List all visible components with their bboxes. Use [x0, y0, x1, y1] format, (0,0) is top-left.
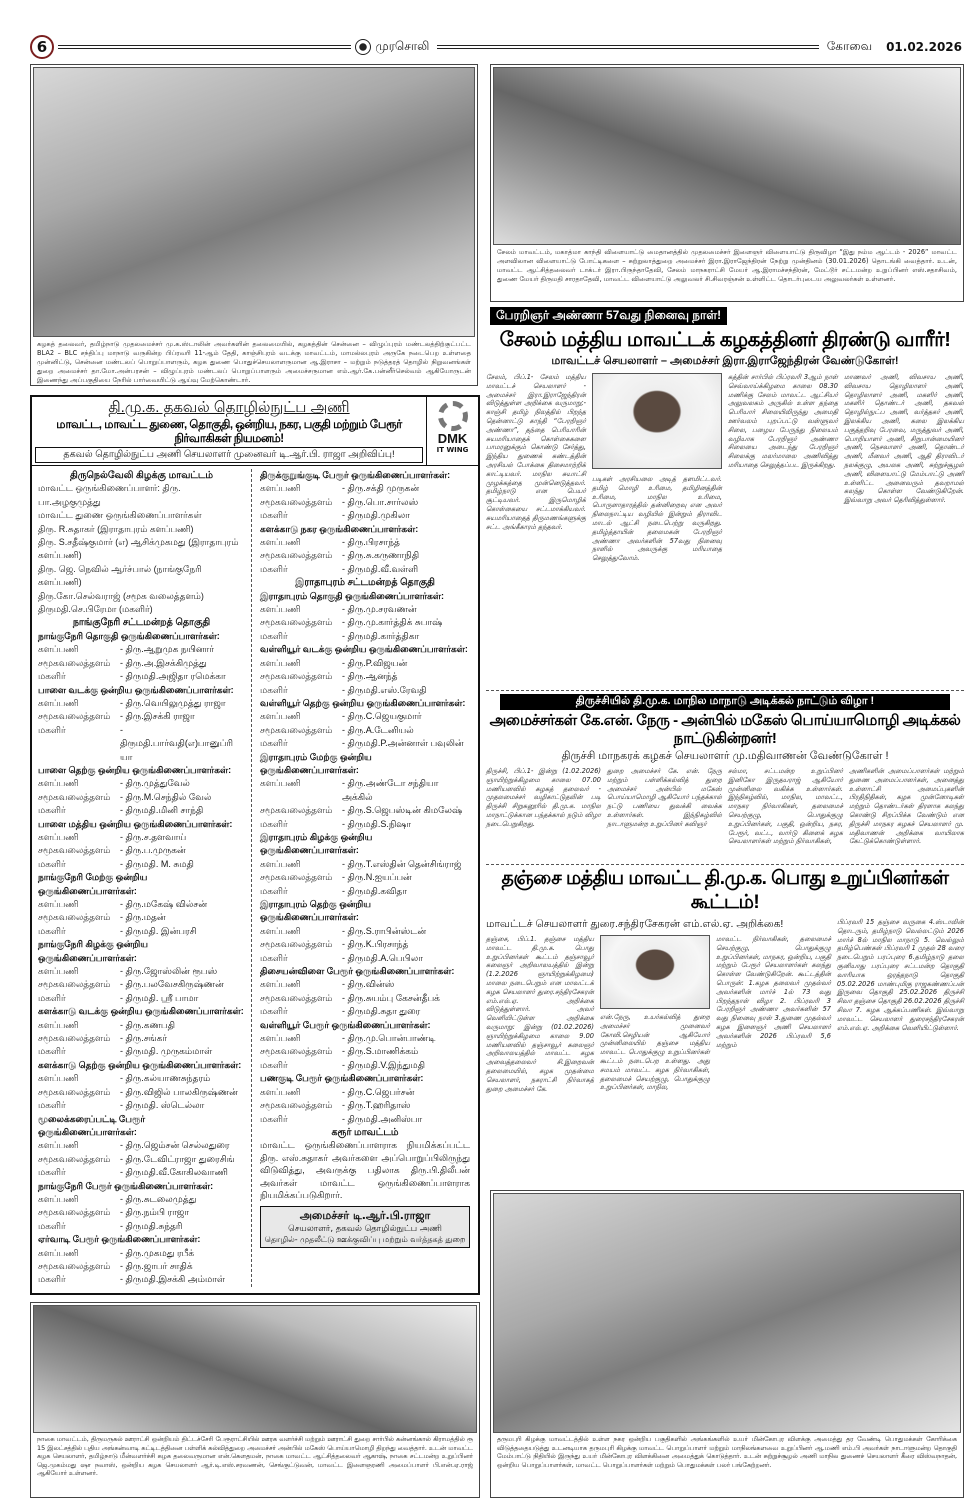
appointee-name: - திருமதி.எஸ்.ரேவதி: [342, 684, 427, 695]
role-label: சமூகவலைத்தளம்: [260, 496, 333, 507]
role-label: சமூகவலைத்தளம்: [260, 1046, 333, 1057]
edition: கோவை: [826, 39, 873, 53]
section-heading: கரூர் மாவட்டம்: [331, 1126, 399, 1138]
role-label: சமூகவலைத்தளம்: [38, 1207, 111, 1218]
role-label: மகளிர்: [38, 1220, 66, 1231]
role-label: களப்பணி: [260, 1086, 301, 1097]
header-rule: [437, 45, 818, 49]
role-label: சமூகவலைத்தளம்: [38, 845, 111, 856]
photo-site-inspection: [33, 67, 475, 337]
appointee-name: - திரு.ஆறுமுக நயினார்: [120, 644, 215, 655]
article-subhead: மாவட்டச் செயலாளர் – அமைச்சர் இரா.இராஜேந்திரன் வேண்டுகோள்!: [551, 355, 899, 367]
appointment-row: [260, 777, 470, 804]
appointee-name: - திரு.டேவிட்ராஜா துரைசிங்: [120, 1153, 235, 1164]
murasoli-logo-icon: [355, 39, 371, 55]
appointee-name: - திரு.ச.தளவாய்: [120, 831, 187, 842]
role-label: சமூகவலைத்தளம்: [260, 617, 333, 628]
appointee-name: - திரு.T.எஸ்தின் தென்சிங்ராஜ்: [342, 858, 462, 869]
dmk-it-wing-announcement: [30, 395, 480, 1295]
section-heading: இராதாபுரம் சட்டமன்றத் தொகுதி: [295, 577, 435, 589]
role-label: களப்பணி: [260, 483, 301, 494]
role-label: சமூகவலைத்தளம்: [260, 939, 333, 950]
article-column: என்.நேரு, உயர்கல்வித் துறை அமைச்சர் முனைவர் கோவி.செழியன் ஆகியோர் முன்னிலையில் தஞ்சை மத்திய மாவட்ட பொதுக்குழு உறுப்பினர்கள் கூட்டம் நடைபெற உள்ளது. அது சமயம் மாவட்ட கழக நிர்வாகிகள், தலைமைச் செயற்குழு, பொதுக்குழு உறுப்பினர்கள், மாநில,: [600, 1013, 710, 1092]
appointment-row: [260, 938, 470, 951]
appointment-line: திரு. ஜெ. நெவில் ஆர்ச்பால் (நாங்குநேரி களப்பணி): [38, 563, 202, 588]
appointment-row: [260, 630, 470, 643]
thanjai-article: [486, 864, 964, 1093]
appointee-name: - திரு.கல்யாணசுந்தரம்: [120, 1073, 211, 1084]
appointment-row: [260, 818, 470, 831]
article-column: சேலம், பிப்.1- சேலம் மத்திய மாவட்டச் செயலாளர் - அமைச்சர் இரா.இராஜேந்திரன் விடுத்துள்ள அறிக்கை வருமாறு;- காஞ்சி தமிழ் நிலத்தில் பிறந்த தென்னாட்டு காந்தி “பேரறிஞர் அண்ணா”, தந்தை பெரியாரின் சுயமரியாதைக் கொள்கைகளை பாமரனுக்கும் கொண்டு சேர்த்து, இந்திய துணைக் கண்டத்தின் அரசியல் போக்கை திசைமாற்றிக் காட்டியவர். மாநில சுயாட்சி முழக்கத்தை முன்னெடுத்தவர். தமிழ்நாடு என பெயர் சூட்டியவர். இருமொழிக் கொள்கையை சட்டமாக்கியவர். சுயமரியாதைத் திருமணங்களுக்கு சட்ட அங்கீகாரம் தந்தவர்.: [486, 373, 586, 531]
appointment-row: [38, 844, 245, 857]
appointments-left-column: [38, 469, 252, 1287]
role-label: மகளிர்: [260, 630, 288, 641]
appointment-row: [260, 1099, 470, 1112]
appointment-row: [260, 616, 470, 629]
appointments-right-column: [260, 469, 470, 1139]
box-title: தி.மு.க. தகவல் தொழில்நுட்ப அணி: [108, 399, 350, 416]
photo-caption: கழகத் தலைவர், தமிழ்நாடு முதலமைச்சர் மு.க.ஸ்டாலின் அவர்களின் தலைமையில், கழகத்தின் சென்னை – விழுப்புரம் மண்டலத்திற்குட்பட்ட BLA2 – BLC சந்திப்பு மாநாடு வருகின்ற பிப்ரவரி 11-ஆம் தேதி, காஞ்சிபுரம் வடக்கு மாவட்டம், மாமல்லபுரம் அருகே நடைபெற உள்ளதை முன்னிட்டு, சென்னை மண்டலப் பொறுப்பாளரும், கழக துணை பொதுச்செயலாளருமான ஆ.இராசா – மற்றும் நடுத்தரத் தொழில் நிறுவனங்கள் துறை அமைச்சர் தா.மோ.அன்பரசன் – விழுப்புரம் மண்டலப் பொறுப்பாளரும் அமைச்சருமான எம்.ஆர்.கே.பன்னீர்செல்வம் ஆகியோருடன் இணைந்து அப்பகுதியை நேரில் பார்வையிட்டு ஆய்வு மேற்கொண்டார்.: [37, 340, 471, 384]
appointment-row: [38, 1247, 245, 1260]
appointment-row: [260, 670, 470, 683]
bottom-left-photo-block: [30, 1302, 480, 1498]
appointee-name: - திரு.விஜில் பாலகிருஷ்ணன்: [120, 1086, 238, 1097]
appointee-name: - திருமதி.அனிஸ்பா: [342, 1113, 423, 1124]
role-label: மகளிர்: [38, 1046, 66, 1057]
appointment-row: [260, 603, 470, 616]
appointee-name: - திரு.இசக்கி ராஜா: [120, 711, 195, 722]
appointee-name: - திருமதி.கவிதா: [342, 885, 407, 896]
section-heading: திருநெல்வேலி கிழக்கு மாவட்டம்: [69, 470, 214, 481]
appointee-name: - திருமதி.S.நிஷா: [342, 818, 412, 829]
appointee-name: - திருமதி.A.பெபிலா: [342, 952, 423, 963]
appointee-name: - திரு.P.விஜயன்: [342, 657, 408, 668]
group-heading: இராதாபுரம் கிழக்கு ஒன்றிய ஒருங்கிணைப்பாளர்கள்:: [260, 831, 373, 856]
role-label: களப்பணி: [38, 644, 79, 655]
appointment-row: [260, 858, 470, 871]
appointment-row: [38, 791, 245, 804]
role-label: களப்பணி: [38, 1140, 79, 1151]
appointment-row: [260, 724, 470, 737]
role-label: களப்பணி: [260, 604, 301, 615]
article-column: துறை அமைச்சர் கே. என். நேரு மற்றும் பள்ளிக்கல்வித் துறை அமைச்சர் அன்பில் மகேஸ் பொய்யாமொழி ஆகியோர் பந்தக்கால் நட்டு பணியை துவக்கி வைக்க உள்ளார்கள். இந்நிகழ்வில் நாடாளுமன்ற உறுப்பினர் கவிஞர்: [607, 767, 722, 828]
photo-anganwadi-inauguration: [33, 1305, 477, 1433]
appointment-row: [38, 1032, 245, 1045]
role-label: மகளிர்: [38, 858, 66, 869]
appointee-name: - திரு.K.பிரசாந்த்: [342, 939, 409, 950]
appointment-row: [38, 1260, 245, 1273]
appointment-row: [260, 1086, 470, 1099]
group-heading: களக்காடு தெற்கு ஒன்றிய ஒருங்கிணைப்பாளர்கள்:: [38, 1059, 242, 1070]
role-label: சமூகவலைத்தளம்: [260, 1100, 333, 1111]
appointment-row: [260, 992, 470, 1005]
group-heading: மூலைக்கரைப்பட்டி பேரூர் ஒருங்கிணைப்பாளர்கள்:: [38, 1113, 146, 1137]
appointment-row: [38, 1153, 245, 1166]
appointment-row: [38, 657, 245, 670]
group-heading: நாங்குநேரி தொகுதி ஒருங்கிணைப்பாளர்கள்:: [38, 630, 220, 641]
appointment-row: [260, 978, 470, 991]
appointee-name: - திருமதி.பார்வதி(எ)பானுப்ரியா: [120, 724, 233, 762]
group-heading: இராதாபுரம் மேற்கு ஒன்றிய ஒருங்கிணைப்பாளர்கள்:: [260, 751, 372, 775]
appointment-row: [260, 536, 470, 549]
article-column: திருச்சி, பிப்.1- இன்று (1.02.2026) ஞாயிற்றுக்கிழமை காலை 07.00 மணியளவில் கழகத் தலைவர் - முதலமைச்சர் வழிகாட்டுதலின் படி திருச்சி சிறுகனூரில் தி.மு.க. மாநில மாநாட்டுக்கான பந்தக்கால் நடும் விழா நடைபெறுகிறது.: [486, 767, 601, 828]
group-heading: களக்காடு நகர ஒருங்கிணைப்பாளர்கள்:: [260, 523, 419, 534]
appointee-name: - திரு.மகேஷ் வில்சன்: [120, 899, 208, 909]
group-heading: பணகுடி பேரூர் ஒருங்கிணைப்பாளர்கள்:: [260, 1073, 424, 1084]
appointee-name: - திரு.N.ஐயப்பன்: [342, 872, 412, 883]
photo-high-mast-light-opening: [493, 1193, 961, 1433]
role-label: களப்பணி: [260, 537, 301, 548]
group-heading: நாங்குநேரி கிழக்கு ஒன்றிய ஒருங்கிணைப்பாளர்கள்:: [38, 939, 148, 963]
appointee-name: - திருமதி.அஜிதா ரமெக்கா: [120, 671, 226, 682]
appointee-name: - திருமதி.P.அன்னாள் பவுலின்: [342, 738, 464, 749]
role-label: மகளிர்: [260, 1113, 288, 1124]
role-label: மகளிர்: [260, 885, 288, 896]
group-heading: இராதாபுரம் தொகுதி ஒருங்கிணைப்பாளர்கள்:: [260, 590, 445, 601]
appointment-row: [38, 777, 245, 790]
appointment-row: [260, 657, 470, 670]
salem-article: [486, 304, 964, 563]
appointment-row: [38, 1139, 245, 1152]
role-label: சமூகவலைத்தளம்: [260, 550, 333, 561]
article-column: மாணவர் அணி, விவசாய அணி, விவசாய தொழிலாளர் அணி, தொழிலாளர் அணி, மகளிர் அணி, மகளிர் தொண்டர் அணி, தகவல் தொழில்நுட்ப அணி, வர்த்தகர் அணி, இலக்கிய அணி, கலை இலக்கிய பகுத்தறிவு பேரவை, மருத்துவர் அணி, பொறியாளர் அணி, சிறுபான்மையினர் அணி, நெசவாளர் அணி, தொண்டர் அணி, மீனவர் அணி, ஆதி திராவிடர் நலக்குழு, அயலக அணி, சுற்றுச்சூழல் அணி, விளையாட்டு மேம்பாட்டு அணி உள்ளிட்ட அனைவரும் தவறாமல் கலந்து கொள்ள வேண்டுகிறேன். இவ்வாறு அவர் தெரிவித்துள்ளார்.: [844, 373, 964, 505]
article-headline: அமைச்சர்கள் கே.என். நேரு - அன்பில் மகேஸ் பொய்யாமொழி அடிக்கல் நாட்டுகின்றனர்!: [489, 712, 961, 747]
group-heading: பாளை வடக்கு ஒன்றிய ஒருங்கிணைப்பாளர்கள்:: [38, 684, 234, 695]
role-label: களப்பணி: [38, 778, 79, 789]
role-label: சமூகவலைத்தளம்: [260, 671, 333, 682]
appointee-name: - திரு.ஜோஸ்லின் ரூபஸ்: [120, 966, 218, 977]
appointment-row: [38, 1206, 245, 1219]
group-heading: களக்காடு வடக்கு ஒன்றிய ஒருங்கிணைப்பாளர்கள்:: [38, 1006, 244, 1017]
role-label: மகளிர்: [38, 805, 66, 816]
role-label: மகளிர்: [260, 818, 288, 829]
group-heading: வள்ளியூர் பேரூர் ஒருங்கிணைப்பாளர்கள்:: [260, 1019, 431, 1030]
group-heading: நாங்குநேரி பேரூர் ஒருங்கிணைப்பாளர்கள்:: [38, 1180, 214, 1191]
appointee-name: - திரு.C.ஜெபர்சன்: [342, 1086, 415, 1097]
photo-caption: சேலம் மாவட்டம், மகாத்மா காந்தி விளையாட்டு மைதானத்தில் முதலமைச்சர் இளைஞர் விளையாட்டு திருவிழா “இது நம்ம ஆட்டம் - 2026” மாவட்ட அளவிலான விளையாட்டு போட்டிகளை – சுற்றுலாத்துறை அமைச்சர் இரா.இராஜேந்திரன் நேற்று முன்தினம் (30.01.2026) தொடங்கி வைத்தார். உடன், மாவட்ட ஆட்சித்தலைவர் டாக்டர் இரா.பிருந்தாதேவி, சேலம் மாநகராட்சி மேயர் ஆ.இராமச்சந்திரன், மேட்டூர் சட்டமன்ற உறுப்பினர் எஸ்.சதாசிவம், துணை மேயர் திருமதி சாரதாதேவி, மாவட்ட விளையாட்டு அலுவலர் சி.சிவரஞ்சன் உள்ளிட்ட தொடர்புடைய அலுவலர்கள் உள்ளனர்.: [497, 248, 957, 283]
signature-box: [260, 1206, 470, 1248]
role-label: களப்பணி: [38, 1247, 79, 1258]
role-label: மகளிர்: [38, 1274, 66, 1285]
appointee-name: - திரு.ஜாபர் சாதிக்: [120, 1260, 193, 1271]
appointment-row: [38, 1099, 245, 1112]
role-label: களப்பணி: [260, 858, 301, 869]
box-headline: மாவட்ட, மாவட்ட துணை, தொகுதி, ஒன்றிய, நகர, பகுதி மற்றும் பேரூர் நிர்வாகிகள் நியமனம்!: [56, 419, 402, 445]
bottom-right-photo-block: [490, 1190, 964, 1498]
article-column: மாவட்ட நிர்வாகிகள், தலைமைச் செயற்குழு, பொதுக்குழு உறுப்பினர்கள், மாநகர, ஒன்றிய, பகுதி மற்றும் பேரூர் செயலாளர்கள் கலந்து கொள்ள வேண்டுகிறேன். கூட்டத்தின் பொருள்: 1.கழக தலைவர் முதல்வர் அவர்களின் மார்ச் 1ல் 73 வது பிறந்தநாள் விழா 2. பிப்ரவரி 3 பேரறிஞர் அண்ணா அவர்களின் 57 வது நினைவு நாள் 3.துணை முதல்வர் கழக இளைஞர் அணி செயலாளர் அவர்களின் 2026 பிப்ரவரி 5,6 மற்றும்: [716, 935, 831, 1049]
top-left-photo-block: [30, 64, 478, 386]
top-right-photo-block: [490, 64, 964, 302]
appointment-row: [38, 898, 245, 911]
appointment-row: [38, 697, 245, 710]
role-label: சமூகவலைத்தளம்: [38, 1033, 111, 1044]
appointee-name: - திரு.சு.கருணாநிதி: [342, 550, 420, 561]
appointment-row: [38, 1220, 245, 1233]
role-label: சமூகவலைத்தளம்: [260, 872, 333, 883]
appointee-name: - திரு.சுடலைமுத்து: [120, 1193, 197, 1204]
role-label: களப்பணி: [260, 778, 301, 789]
appointee-name: - திரு.M.செந்தில் வேல்: [120, 791, 212, 802]
appointee-name: - திரு.கணபதி: [120, 1019, 175, 1030]
appointment-row: [260, 1005, 470, 1018]
appointee-name: - திருமதி.இசக்கி அம்மாள்: [120, 1274, 226, 1285]
appointee-name: - திரு.பிரசாந்த்: [342, 537, 400, 548]
trichy-article: [486, 690, 964, 846]
appointment-row: [260, 1059, 470, 1072]
appointment-row: [260, 482, 470, 495]
appointment-row: [38, 670, 245, 683]
logo-subtext: IT WING: [436, 446, 469, 454]
role-label: களப்பணி: [260, 657, 301, 668]
role-label: மகளிர்: [260, 510, 288, 521]
appointee-name: - திரு.ப.முருகன்: [120, 845, 186, 856]
signature-dept: தொழில்- முதலீட்டு ஊக்குவிப்பு மற்றும் வர்த்தகத் துறை: [264, 1234, 466, 1244]
appointment-row: [38, 1045, 245, 1058]
appointment-line: மாவட்ட துணை ஒருங்கிணைப்பாளர்கள்: [38, 510, 202, 521]
appointee-name: - திரு.T.ஹரிதாஸ்: [342, 1100, 411, 1111]
article-headline: தஞ்சை மத்திய மாவட்ட தி.மு.க. பொது உறுப்பினர்கள் கூட்டம்!: [501, 868, 949, 913]
role-label: களப்பணி: [260, 925, 301, 936]
appointment-row: [38, 1072, 245, 1085]
page-header: [30, 34, 962, 60]
role-label: மகளிர்: [38, 724, 66, 735]
role-label: சமூகவலைத்தளம்: [38, 1086, 111, 1097]
role-label: சமூகவலைத்தளம்: [38, 657, 111, 668]
appointment-row: [38, 978, 245, 991]
appointee-name: - திருமதி.மினி சாந்தி: [120, 805, 204, 816]
appointment-row: [260, 684, 470, 697]
role-label: களப்பணி: [260, 1033, 301, 1044]
article-column: கத்தின் சார்பில் பிப்ரவரி 3ஆம் நாள் செவ்வாய்க்கிழமை காலை 08.30 மணிக்கு சேலம் மாவட்ட ஆட்சியர் அலுவலகம் அருகில் உள்ள தந்தை பெரியார் சிலையிலிருந்து அமைதி ஊர்வலம் புறப்பட்டு வள்ளுவர் சிலை, பழைய பேருந்து நிலையம் வழியாக பேரறிஞர் அண்ணா சிலையை அடைந்து பேரறிஞர் சிலைக்கு மலர்மாலை அணிவித்து மரியாதை செலுத்தப்பட இருக்கிறது.: [728, 373, 838, 469]
appointment-row: [260, 1032, 470, 1045]
appointment-row: [260, 563, 470, 576]
appointee-name: - திருமதி.கார்த்திகா: [342, 630, 420, 641]
role-label: சமூகவலைத்தளம்: [38, 1260, 111, 1271]
appointee-name: - திரு.பொ.சார்லஸ்: [342, 496, 419, 507]
appointee-name: - திரு.மு.சரவணன்: [342, 604, 417, 615]
appointment-line: திரு. R.சுதாகர் (இராதாபுரம் களப்பணி): [38, 523, 194, 534]
role-label: மகளிர்: [38, 992, 66, 1003]
box-announcer: தகவல் தொழில்நுட்ப அணி செயலாளர் முனைவர் டி.ஆர்.பி. ராஜா அறிவிப்பு!: [35, 447, 423, 463]
role-label: களப்பணி: [38, 1073, 79, 1084]
article-kicker: திருச்சியில் தி.மு.க. மாநில மாநாடு அடிக்கல் நாட்டும் விழா !: [500, 694, 950, 710]
article-column: பிப்ரவரி 15 தஞ்சை வருகை 4.ஸ்டாலின் தொடரும், தமிழ்நாடு வெல்லட்டும் 2026 மார்ச் 8ல் மாநில மாநாடு 5. வெல்லும் தமிழ்பெண்கள் பிப்ரவரி 1 முதல் 28 வரை நடைபெறும் பரப்புரை 6.தமிழ்நாடு தலை குனியாது பரப்புரை சட்டமன்ற தொகுதி வாரியாக ஒரத்தநாடு தொகுதி 05.02.2026 மாண்புமிகு ராஜகண்ணப்பன் இருவை தொகுதி 25.02.2026 திருச்சி சிவா தஞ்சை தொகுதி 26.02.2026 திருச்சி சிவா 7. கழக ஆக்கப்பணிகள். இவ்வாறு மாவட்ட செயலாளர் துரைசந்திரசேகரன் எம்.எல்.ஏ. அறிக்கை வெளியிட்டுள்ளார்.: [837, 918, 964, 1032]
appointment-row: [38, 1193, 245, 1206]
role-label: சமூகவலைத்தளம்: [38, 979, 111, 990]
appointment-row: [38, 724, 245, 764]
group-heading: பாளை மத்திய ஒன்றிய ஒருங்கிணைப்பாளர்கள்:: [38, 818, 233, 829]
appointee-name: - திருமதி.வீ.கோகிலவாணி: [120, 1167, 228, 1178]
role-label: சமூகவலைத்தளம்: [38, 711, 111, 722]
page-number: 6: [30, 35, 54, 59]
appointment-line: திருமதி.செ.பிரேமா (மகளிர்): [38, 604, 153, 615]
appointee-name: - திரு.மு.கார்த்திக் சுபாஷ்: [342, 617, 443, 628]
role-label: களப்பணி: [38, 1193, 79, 1204]
appointment-row: [38, 911, 245, 924]
article-headline: சேலம் மத்திய மாவட்டக் கழகத்தினர் திரண்டு வாரீர்!: [499, 329, 951, 351]
appointment-row: [260, 1045, 470, 1058]
role-label: மகளிர்: [260, 1006, 288, 1017]
date: 01.02.2026: [886, 40, 962, 54]
appointment-line: திரு.கோ.செல்வராஜ் (சமூக வலைத்தளம்): [38, 590, 204, 601]
appointment-row: [38, 992, 245, 1005]
role-label: களப்பணி: [38, 966, 79, 977]
appointee-name: - திருமதி.V.இந்துமதி: [342, 1059, 425, 1070]
logo-text: DMK: [437, 431, 468, 446]
group-heading: ஏர்வாடி பேரூர் ஒருங்கிணைப்பாளர்கள்:: [38, 1234, 201, 1245]
group-heading: இராதாபுரம் தெற்கு ஒன்றிய ஒருங்கிணைப்பாளர்கள்:: [260, 899, 371, 923]
role-label: சமூகவலைத்தளம்: [38, 1153, 111, 1164]
photo-caption: தருமபுரி கிழக்கு மாவட்டத்தில் உள்ள நகர ஒன்றிய பகுதிகளில் அங்கங்களில் உயர் மின்கோபுர விளக்கு அமைத்து தர வேண்டி பொதுமக்கள் கோரிக்கை விடுத்ததையடுத்து உடனடியாக தருமபுரி கிழக்கு மாவட்ட பொறுப்பாளர் மற்றும் மாநிலங்களவை உறுப்பினர் ஆ.மணி எம்.பி அவர்கள் நாடாளுமன்ற தொகுதி மேம்பாட்டு நிதியில் இருந்து உயர் மின்கோபுர விளக்கினை அமைத்துக் கொடுத்தார். உடன் சுற்றுச்சூழல் அணி மாநில துணைச் செயலாளர் கீரை விஸ்வநாதன், ஒன்றிய பொறுப்பாளர்கள், மாவட்ட பொறுப்பாளர்கள் மற்றும் பொதுமக்கள் பலர் பங்கேற்றனர்.: [497, 1435, 957, 1469]
role-label: மகளிர்: [260, 952, 288, 963]
article-column: தஞ்சை, பிப்.1. தஞ்சை மத்திய மாவட்ட தி.மு.க. பொது உறுப்பினர்கள் கூட்டம் தஞ்சாவூர் கலைஞர் அறிவாலயத்தில் இன்று (1.2.2026 ஞாயிற்றுக்கிழமை) மாலை நடைபெறும் என மாவட்டக் கழக செயலாளர் துரை.சந்திரசேகரன் எம்.எல்.ஏ. அறிக்கை விடுத்துள்ளார். அவர் வெளியிட்டுள்ள அறிக்கை வருமாறு: இன்று (01.02.2026) ஞாயிற்றுக்கிழமை காலை 9.00 மணியளவில் தஞ்சாவூர் கலைஞர் அறிவாலயத்தில் மாவட்ட கழக அவைத்தலைவர் சி.இறைவன் தலைமையில், கழக முதன்மை செயலாளர், நகராட்சி நிர்வாகத் துறை அமைச்சர் கே.: [486, 935, 594, 1093]
role-label: களப்பணி: [38, 697, 79, 708]
appointee-name: - திரு.நம்பி ராஜா: [120, 1207, 189, 1218]
appointee-name: - திரு.சக்தி முருகன்: [342, 483, 420, 494]
appointment-row: [260, 710, 470, 723]
appointment-row: [38, 831, 245, 844]
appointment-row: [260, 804, 470, 817]
role-label: மகளிர்: [38, 671, 66, 682]
portrait-minister-rajendran: [592, 373, 722, 469]
appointee-name: - திருமதி.முகிலா: [342, 510, 410, 521]
section-heading: நாங்குநேரி சட்டமன்றத் தொகுதி: [72, 617, 211, 629]
appointee-name: - திருமதி. இன்பரசி: [120, 925, 197, 936]
appointment-row: [38, 965, 245, 978]
role-label: சமூகவலைத்தளம்: [260, 724, 333, 735]
appointee-name: - திரு.S.ராபின்ஸ்டன்: [342, 925, 427, 936]
appointment-row: [38, 804, 245, 817]
appointee-name: - திரு.பலவேசகிருஷ்ணன்: [120, 979, 224, 990]
appointee-name: - திரு.மு.பொன்பாண்டி: [342, 1033, 436, 1044]
sunrise-icon: [438, 401, 468, 431]
appointment-row: [38, 643, 245, 656]
appointee-name: - திரு.அண்டோ சந்தியா அக்கில்: [342, 778, 439, 802]
appointee-name: - திரு.ஜெம்சன் செல்லதுரை: [120, 1140, 230, 1151]
group-heading: பாளை தெற்கு ஒன்றிய ஒருங்கிணைப்பாளர்கள்:: [38, 764, 232, 775]
signature-name: அமைச்சர் டி.ஆர்.பி.ராஜா: [299, 1208, 431, 1222]
role-label: மகளிர்: [260, 1059, 288, 1070]
appointee-name: - திருமதி.சுந்தரி: [120, 1220, 183, 1231]
appointment-row: [260, 925, 470, 938]
appointee-name: - திருமதி. ஸ்டெல்லா: [120, 1100, 205, 1111]
group-heading: நாங்குநேரி மேற்கு ஒன்றிய ஒருங்கிணைப்பாளர்கள்:: [38, 872, 148, 896]
role-label: மகளிர்: [38, 925, 66, 936]
appointment-row: [260, 737, 470, 750]
appointment-row: [38, 925, 245, 938]
portrait-durai-chandrasekaran: [600, 935, 710, 1009]
appointee-name: - திருமதி.சுதா துரை: [342, 1006, 421, 1017]
article-column: சல்மா, சட்டமன்ற உறுப்பினர் இனிகோ இருதயராஜ் ஆகியோர் முன்னிலை வகிக்க உள்ளார்கள். இந்நிகழ்வில், மாநில, மாவட்ட, மாநகர நிர்வாகிகள், தலைமைச் செயற்குழு, பொதுக்குழு உறுப்பினர்கள், பகுதி, ஒன்றிய, நகர, பேரூர், வட்ட, வார்டு கிளைக் கழக செயலாளர்கள் மற்றும் நிர்வாகிகள்,: [728, 767, 843, 846]
appointment-row: [38, 1166, 245, 1179]
article-kicker: பேரறிஞர் அண்ணா 57வது நினைவு நாள்!: [490, 307, 727, 325]
dmk-it-wing-logo: [426, 397, 478, 465]
article-subhead: திருச்சி மாநகரக் கழகச் செயலாளர் மு.மதிவாணன் வேண்டுகோள் !: [561, 750, 889, 762]
group-heading: திருக்குறுங்குடி பேரூர் ஒருங்கிணைப்பாளர்கள்:: [260, 470, 451, 480]
appointment-row: [38, 858, 245, 871]
appointment-row: [260, 549, 470, 562]
appointment-row: [260, 952, 470, 965]
appointment-row: [38, 710, 245, 723]
article-subhead: மாவட்டச் செயலாளர் துரை.சந்திரசேகரன் எம்.எல்.ஏ. அறிக்கை!: [486, 918, 784, 930]
appointment-row: [260, 509, 470, 522]
appointment-line: மாவட்ட ஒருங்கிணைப்பாளர்: திரு. பா.அழகுமுத்து: [38, 483, 181, 507]
role-label: களப்பணி: [38, 831, 79, 842]
appointee-name: - திரு.A.டேனியல்: [342, 724, 414, 735]
group-heading: திசையன்விளை பேரூர் ஒருங்கிணைப்பாளர்கள்:: [260, 966, 455, 977]
appointee-name: - திரு.முத்துவேல்: [120, 778, 190, 789]
karur-note: மாவட்ட ஒருங்கிணைப்பாளராக நியமிக்கப்பட்ட திரு. எஸ்.சுதாகர் அவர்களை அப்பொறுப்பிலிருந்து விடுவித்து, அவருக்கு பதிலாக திரு.பி.திலீபன் அவர்கள் மாவட்ட ஒருங்கிணைப்பாளராக நியமிக்கப்படுகிறார்.: [260, 1140, 470, 1201]
appointment-line: திரு. S.சதீஷ்குமார் (எ) ஆசிக்முகமது (இராதாபுரம் களப்பணி): [38, 537, 239, 561]
appointee-name: - திரு.அ.இசக்கிமுத்து: [120, 657, 207, 668]
role-label: மகளிர்: [260, 684, 288, 695]
paper-name: முரசொலி: [375, 39, 430, 53]
article-column: படிகள் அரசியலை அடித் தளமிட்டவர். தமிழ் மொழி உரிமை, தமிழினத்தின் உரிமை, மாநில உரிமை, பொருளாதாரத்தில் தன்னிறைவு என அவர் நிலைநாட்டிய வழியில் இன்றும் திராவிட மாடல் ஆட்சி நடைபெற்று வருகிறது. தமிழ்த்தாயின் தலைமகன் பேரறிஞர் அண்ணா அவர்களின் 57வது நினைவு நாளில் அவருக்கு மரியாதை செலுத்துவோம்.: [592, 475, 722, 563]
role-label: சமூகவலைத்தளம்: [38, 912, 111, 923]
appointee-name: - திரு.ஆனந்த்: [342, 671, 398, 682]
appointment-row: [260, 1113, 470, 1126]
appointment-row: [260, 871, 470, 884]
role-label: மகளிர்: [260, 563, 288, 574]
group-heading: வள்ளியூர் தெற்கு ஒன்றிய ஒருங்கிணைப்பாளர்கள்:: [260, 697, 466, 708]
article-column: அணிகளின் அமைப்பாளர்கள் மற்றும் துணை அமைப்பாளர்கள், அனைத்து உள்ளாட்சி அமைப்புகளின் பிரதிநிதிகள், கழக முன்னோடிகள் மற்றும் தொண்டர்கள் திரளாக கலந்து கொண்டு சிறப்பிக்க வேண்டும் என திருச்சி மாநகர கழகச் செயலாளர் மு. மதிவாணன் அறிக்கை வாயிலாக கேட்டுக்கொண்டுள்ளார்.: [849, 767, 964, 846]
appointee-name: - திருமதி. முருகம்மாள்: [120, 1046, 213, 1057]
photo-caption: நாகை மாவட்டம், திருமருகல் ஊராட்சி ஒன்றியம் திட்டச்சேரி பேரூராட்சியில் ஊரக வளர்ச்சி மற்றும் ஊராட்சி துறை சார்பில் கன்னங்கால் கிராமத்தில் ரூ 15 இலட்சத்தில் புதிய அங்கன்வாடி கட்டிடத்தினை பள்ளிக் கல்வித்துறை அமைச்சர் அன்பில் மகேஸ் பொய்யாமொழி திறந்து வைத்தார். உடன் மாவட்ட கழக செயலாளர், தமிழ்நாடு மீன்வளர்ச்சி கழக தலைவருமான என்.கௌதமன், நாகை மாவட்ட ஆட்சித்தலைவர் ஆகாஷ், நாகை சட்டமன்ற உறுப்பினர் ஜெ.முகம்மது ஷா நவாஸ், ஒன்றிய கழக செயலாளர் ஆர்.டி.எஸ்.சரவணன், செங்குட்டுவன், மாவட்ட இளைஞரணி அமைப்பாளர் பி.என்.ஏ.ராஜ் ஆகியோர் உள்ளனர்.: [37, 1435, 473, 1477]
role-label: சமூகவலைத்தளம்: [260, 805, 333, 816]
appointment-row: [38, 1273, 245, 1286]
role-label: மகளிர்: [38, 1100, 66, 1111]
appointee-name: - திரு.சங்கர்: [120, 1033, 168, 1044]
appointee-name: - திரு.C.ஜெயகுமார்: [342, 711, 422, 722]
role-label: மகளிர்: [38, 1167, 66, 1178]
appointee-name: - திரு.முகமது ரபீக்: [120, 1247, 195, 1258]
signature-role: செயலாளர், தகவல் தொழில்நுட்ப அணி: [288, 1223, 442, 1234]
appointee-name: - திரு.வின்ஸ்: [342, 979, 395, 990]
appointee-name: - திரு.S.ஜெபஸ்டின் கிமலேஷ்: [342, 805, 463, 816]
header-rule: [58, 45, 351, 49]
role-label: சமூகவலைத்தளம்: [38, 791, 111, 802]
role-label: களப்பணி: [38, 899, 79, 909]
role-label: மகளிர்: [260, 738, 288, 749]
appointee-name: - திருமதி.வீ.வள்ளி: [342, 563, 419, 574]
appointee-name: - திருமதி. M. சுமதி: [120, 858, 194, 869]
role-label: களப்பணி: [260, 979, 301, 990]
role-label: சமூகவலைத்தளம்: [260, 992, 333, 1003]
group-heading: வள்ளியூர் வடக்கு ஒன்றிய ஒருங்கிணைப்பாளர்கள்:: [260, 644, 468, 655]
appointee-name: - திரு.சுயம்பு கேசன்தீபக்: [342, 992, 440, 1003]
appointee-name: - திரு.S.மாணிக்கம்: [342, 1046, 419, 1057]
appointment-row: [260, 885, 470, 898]
photo-kabaddi-match: [493, 67, 961, 245]
appointment-row: [260, 496, 470, 509]
appointee-name: - திரு.மதன்: [120, 912, 166, 923]
appointment-row: [38, 1019, 245, 1032]
role-label: களப்பணி: [38, 1019, 79, 1030]
appointment-row: [38, 1086, 245, 1099]
appointee-name: - திரு.வெயிலுமுத்து ராஜா: [120, 697, 226, 708]
role-label: களப்பணி: [260, 711, 301, 722]
appointee-name: - திருமதி. ஸ்ரீ பாமா: [120, 992, 199, 1003]
